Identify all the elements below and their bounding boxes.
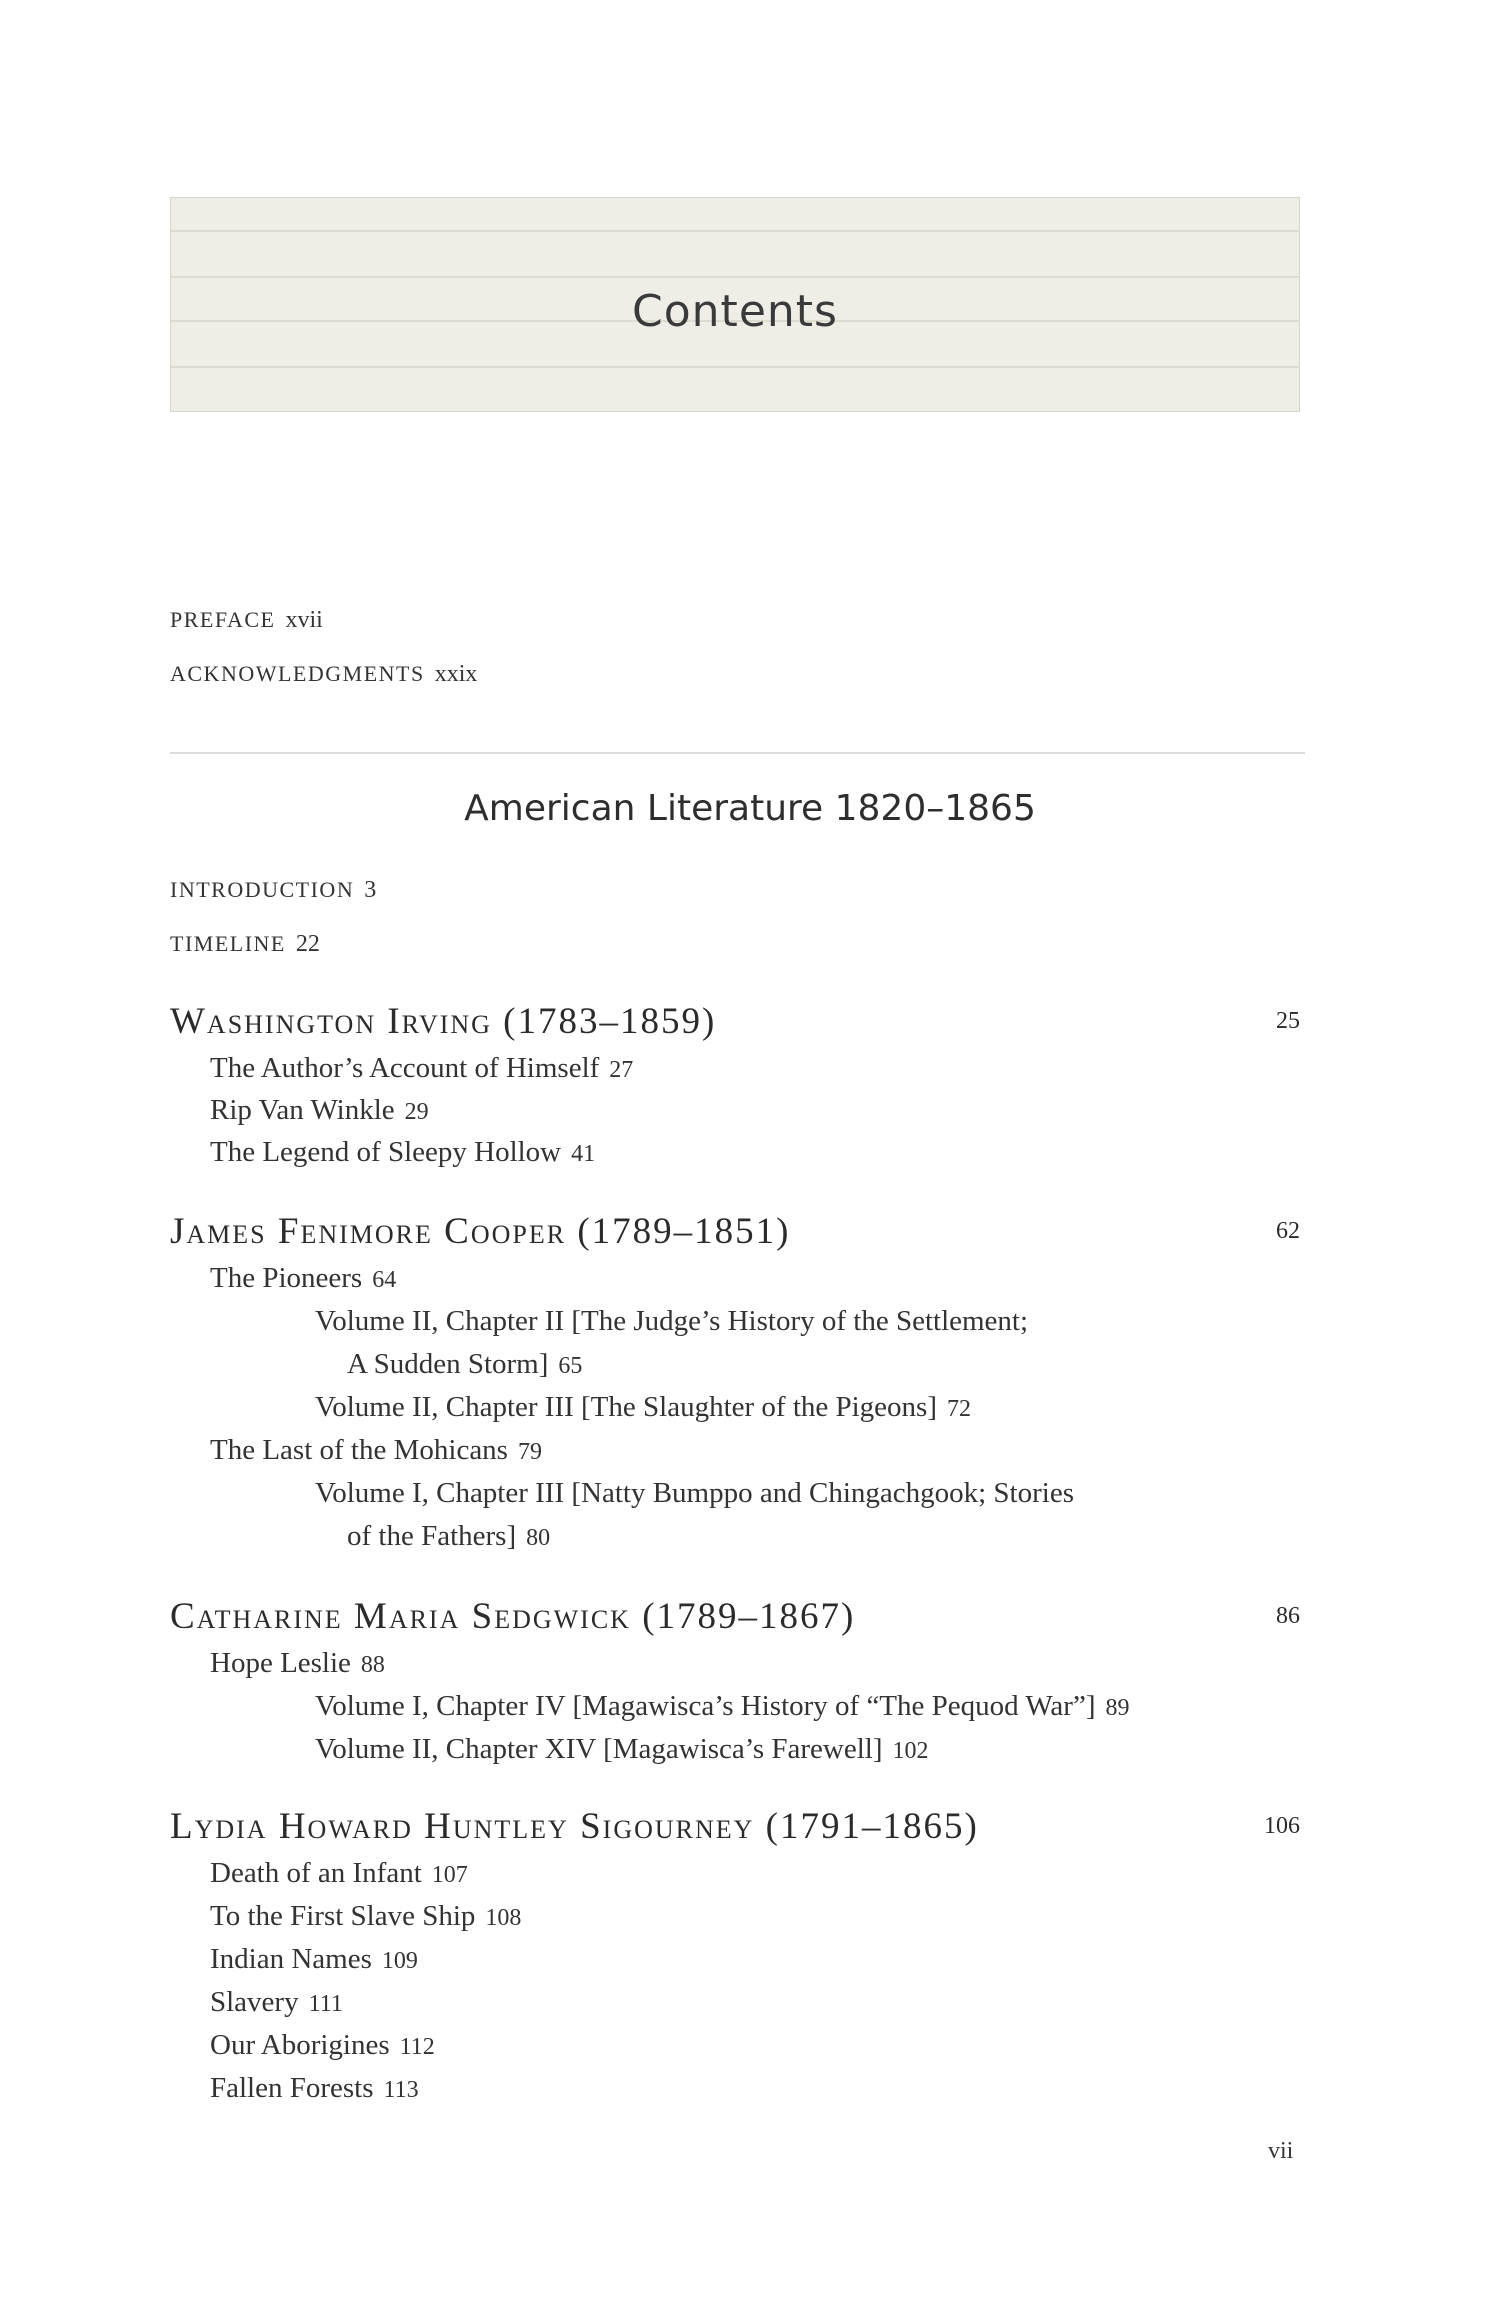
page-title: Contents (632, 286, 838, 337)
entry-title: Slavery (210, 1986, 299, 2018)
entry-title: Volume II, Chapter III [The Slaughter of the Pigeons] (315, 1391, 937, 1423)
author-name: James Fenimore Cooper (1789–1851) (170, 1211, 791, 1252)
entry-page: 80 (526, 1525, 551, 1551)
entry-title: The Last of the Mohicans (210, 1434, 508, 1466)
author-page: 86 (1276, 1603, 1300, 1629)
toc-entry (210, 1052, 633, 1085)
entry-title: The Legend of Sleepy Hollow (210, 1136, 562, 1168)
toc-entry (315, 1477, 1074, 1510)
entry-page: 41 (571, 1141, 596, 1167)
entry-page: 112 (399, 2034, 435, 2060)
acknowledgments-page: xxix (434, 661, 478, 687)
entry-page: 88 (360, 1652, 385, 1678)
entry-page: 29 (404, 1099, 429, 1125)
toc-entry (210, 2072, 419, 2105)
toc-entry (210, 1262, 396, 1295)
toc-entry (210, 1094, 429, 1127)
toc-entry (210, 1136, 595, 1169)
acknowledgments-label: ACKNOWLEDGMENTS (170, 661, 425, 686)
preface-label: PREFACE (170, 607, 276, 632)
entry-title: Fallen Forests (210, 2072, 374, 2104)
bleed-through-line (171, 276, 1299, 278)
toc-entry (315, 1690, 1129, 1723)
entry-title: Volume II, Chapter XIV [Magawisca’s Farewell] (315, 1733, 883, 1765)
toc-entry (315, 1391, 971, 1424)
author-heading (170, 1595, 1300, 1638)
entry-title: Our Aborigines (210, 2029, 390, 2061)
entry-page: 108 (485, 1905, 522, 1931)
entry-page: 109 (381, 1948, 418, 1974)
section-divider (170, 752, 1305, 754)
author-page: 106 (1264, 1813, 1300, 1839)
author-heading (170, 1000, 1300, 1043)
part-timeline (170, 931, 320, 958)
entry-page: 27 (609, 1057, 634, 1083)
entry-title: To the First Slave Ship (210, 1900, 476, 1932)
bleed-through-line (171, 366, 1299, 368)
entry-title: A Sudden Storm] (347, 1348, 549, 1380)
timeline-page: 22 (295, 931, 320, 957)
part-introduction (170, 877, 376, 904)
entry-title: Death of an Infant (210, 1857, 422, 1889)
author-page: 25 (1276, 1008, 1300, 1034)
toc-entry (210, 1434, 542, 1467)
author-heading (170, 1210, 1300, 1253)
entry-title: of the Fathers] (347, 1520, 517, 1552)
toc-entry (210, 1943, 418, 1976)
toc-entry (210, 1857, 468, 1890)
entry-page: 102 (892, 1738, 929, 1764)
part-title: American Literature 1820–1865 (464, 788, 1036, 829)
introduction-label: INTRODUCTION (170, 877, 355, 902)
entry-page: 72 (947, 1396, 971, 1422)
author-heading (170, 1805, 1300, 1848)
entry-page: 79 (517, 1439, 542, 1465)
toc-entry-continuation (347, 1520, 550, 1553)
page-number: vii (1268, 2138, 1294, 2164)
entry-title: Indian Names (210, 1943, 372, 1975)
entry-title: Volume I, Chapter III [Natty Bumppo and Chingachgook; Stories (315, 1477, 1074, 1509)
toc-entry (315, 1733, 929, 1766)
entry-title: Rip Van Winkle (210, 1094, 395, 1126)
toc-entry (315, 1305, 1028, 1338)
entry-title: Volume I, Chapter IV [Magawisca’s History of “The Pequod War”] (315, 1690, 1096, 1722)
preface-page: xvii (285, 607, 323, 633)
author-page: 62 (1276, 1218, 1300, 1244)
toc-entry-continuation (347, 1348, 582, 1381)
front-matter-preface (170, 607, 323, 634)
entry-page: 107 (431, 1862, 468, 1888)
toc-entry (210, 2029, 435, 2062)
author-name: Washington Irving (1783–1859) (170, 1001, 717, 1042)
entry-title: The Pioneers (210, 1262, 363, 1294)
bleed-through-line (171, 230, 1299, 232)
author-name: Lydia Howard Huntley Sigourney (1791–1865) (170, 1806, 979, 1847)
contents-header-box (170, 197, 1300, 412)
timeline-label: TIMELINE (170, 931, 286, 956)
toc-entry (210, 1986, 343, 2019)
entry-page: 89 (1105, 1695, 1130, 1721)
toc-entry (210, 1900, 521, 1933)
entry-page: 64 (372, 1267, 397, 1293)
entry-title: Hope Leslie (210, 1647, 351, 1679)
entry-title: Volume II, Chapter II [The Judge’s History of the Settlement; (315, 1305, 1029, 1337)
entry-page: 65 (558, 1353, 583, 1379)
entry-title: The Author’s Account of Himself (210, 1052, 600, 1084)
front-matter-acknowledgments (170, 661, 477, 688)
author-name: Catharine Maria Sedgwick (1789–1867) (170, 1596, 856, 1637)
entry-page: 113 (383, 2077, 419, 2103)
entry-page: 111 (308, 1991, 343, 2017)
introduction-page: 3 (364, 877, 377, 903)
toc-entry (210, 1647, 385, 1680)
